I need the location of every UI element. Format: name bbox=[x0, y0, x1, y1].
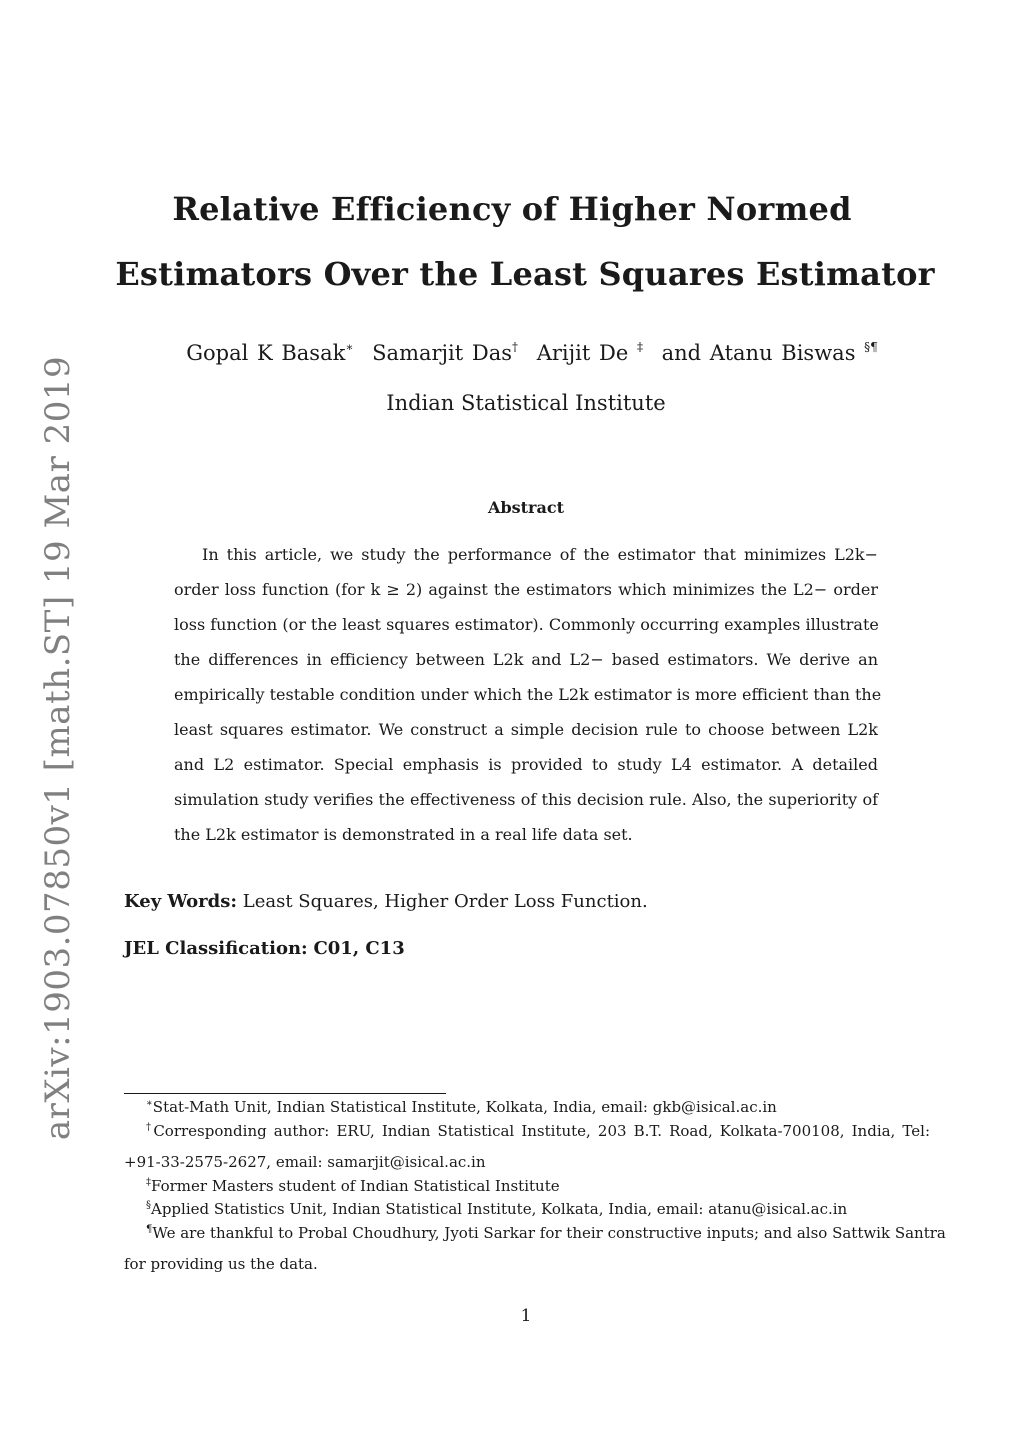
footnote-mark: ∗ bbox=[345, 340, 354, 354]
footnote bbox=[146, 1224, 946, 1242]
abstract-line: order loss function (for k ≥ 2) against the estimators which minimizes the L2− order bbox=[174, 580, 878, 599]
abstract-line: the L2k estimator is demonstrated in a real life data set. bbox=[174, 825, 633, 844]
abstract-heading: Abstract bbox=[488, 498, 564, 517]
footnote-mark: ¶ bbox=[146, 1224, 153, 1235]
footnote-text: Applied Statistics Unit, Indian Statistical Institute, Kolkata, India, email: atanu@isical.ac.in bbox=[151, 1200, 848, 1218]
jel-label: JEL Classification: bbox=[124, 938, 308, 959]
footnote-mark: ∗ bbox=[146, 1098, 153, 1109]
jel-classification bbox=[124, 938, 405, 959]
abstract-line: the differences in efficiency between L2k and L2− based estimators. We derive an bbox=[174, 650, 878, 669]
footnote bbox=[146, 1098, 930, 1116]
abstract-line: loss function (or the least squares estimator). Commonly occurring examples illustrate bbox=[174, 615, 879, 634]
abstract-line: and L2 estimator. Special emphasis is provided to study L4 estimator. A detailed bbox=[174, 755, 878, 774]
author-name: Gopal K Basak bbox=[186, 341, 346, 365]
author-name: Samarjit Das bbox=[372, 341, 513, 365]
footnote-continuation: +91-33-2575-2627, email: samarjit@isical.ac.in bbox=[124, 1153, 486, 1171]
page-number: 1 bbox=[520, 1306, 532, 1326]
abstract-line: empirically testable condition under which the L2k estimator is more efficient than the bbox=[174, 685, 882, 704]
footnote-mark: §¶ bbox=[864, 340, 878, 354]
footnote bbox=[146, 1177, 930, 1195]
affiliation: Indian Statistical Institute bbox=[386, 391, 666, 415]
key-words-text: Least Squares, Higher Order Loss Function. bbox=[242, 891, 648, 912]
paper-title-line-2: Estimators Over the Least Squares Estimator bbox=[115, 255, 935, 293]
footnote-mark: ‡ bbox=[636, 340, 643, 354]
footnote-text: Stat-Math Unit, Indian Statistical Institute, Kolkata, India, email: gkb@isical.ac.in bbox=[152, 1098, 777, 1116]
paper-title-line-1: Relative Efficiency of Higher Normed bbox=[172, 190, 852, 228]
jel-codes: C01, C13 bbox=[313, 938, 405, 959]
footnote-text: We are thankful to Probal Choudhury, Jyoti Sarkar for their constructive inputs; and also Sattwik Santra bbox=[152, 1224, 946, 1242]
footnote-mark: † bbox=[146, 1122, 154, 1133]
author-name: Arijit De bbox=[536, 341, 629, 365]
key-words bbox=[124, 891, 648, 912]
arxiv-stamp: arXiv:1903.07850v1 [math.ST] 19 Mar 2019 bbox=[38, 355, 78, 1141]
author-list bbox=[0, 340, 1024, 365]
footnote-text: Former Masters student of Indian Statistical Institute bbox=[151, 1177, 560, 1195]
footnote-mark: § bbox=[146, 1200, 151, 1211]
abstract-line: In this article, we study the performance of the estimator that minimizes L2k− bbox=[202, 545, 878, 564]
footnote bbox=[146, 1122, 930, 1140]
author-name: and Atanu Biswas bbox=[661, 341, 856, 365]
footnote-mark: ‡ bbox=[146, 1177, 151, 1188]
footnote-rule bbox=[124, 1093, 446, 1094]
footnote-mark: † bbox=[512, 340, 519, 354]
abstract-line: least squares estimator. We construct a simple decision rule to choose between L2k bbox=[174, 720, 878, 739]
footnote-continuation: for providing us the data. bbox=[124, 1255, 318, 1273]
abstract-line: simulation study verifies the effectiveness of this decision rule. Also, the superiority of bbox=[174, 790, 878, 809]
key-words-label: Key Words: bbox=[124, 891, 238, 912]
footnote bbox=[146, 1200, 930, 1218]
footnote-text: Corresponding author: ERU, Indian Statistical Institute, 203 B.T. Road, Kolkata-700108, India, Tel: bbox=[153, 1122, 930, 1140]
